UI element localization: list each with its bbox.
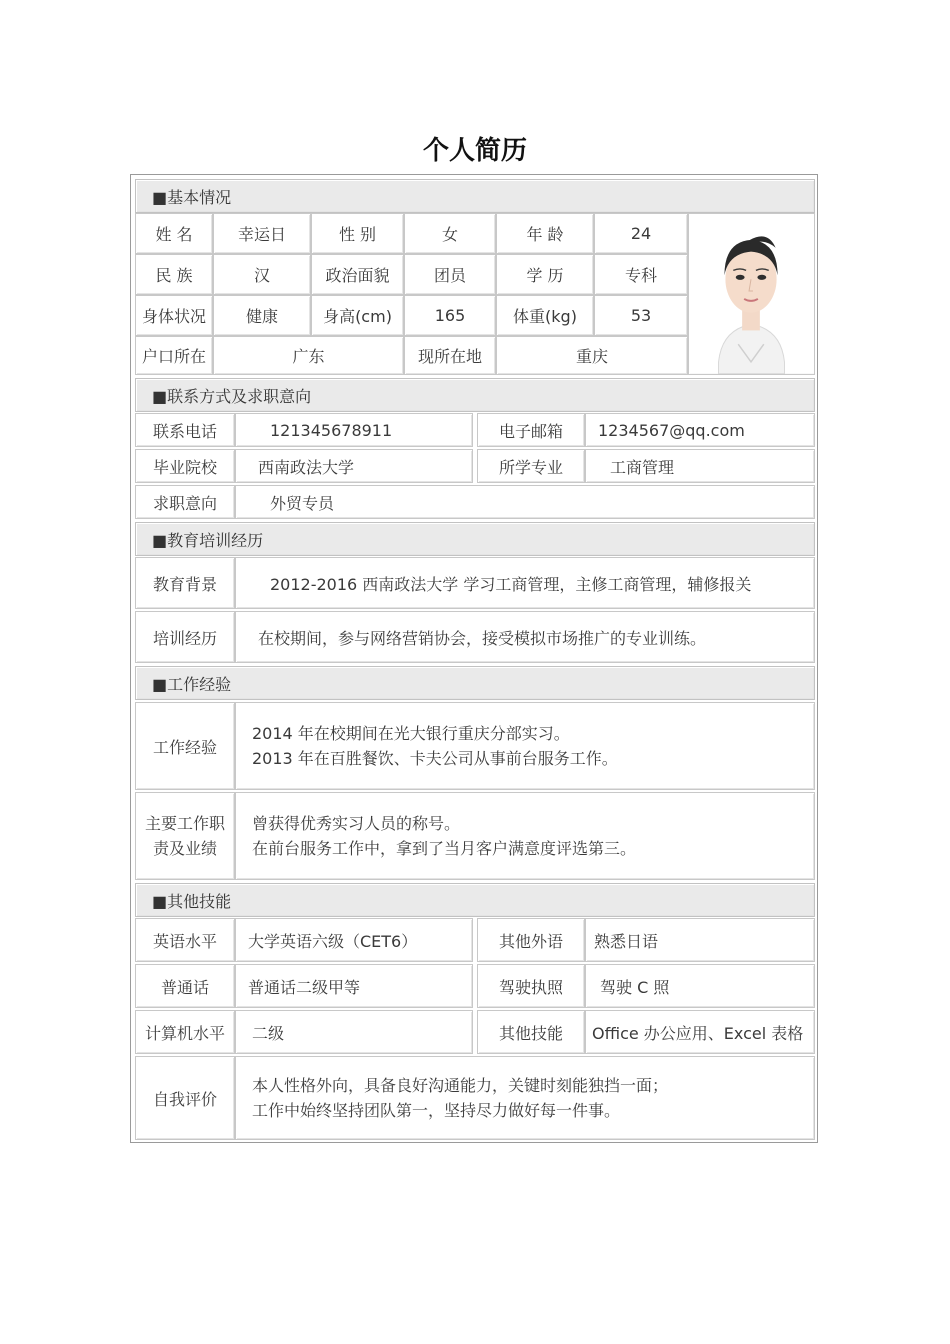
phone-label: 联系电话 [135, 413, 235, 447]
section-skills: ■其他技能 [135, 883, 815, 917]
english-label: 英语水平 [135, 918, 235, 962]
other-language-label: 其他外语 [477, 918, 585, 962]
height-value: 165 [404, 295, 496, 336]
intent-label: 求职意向 [135, 485, 235, 519]
ethnic-value: 汉 [213, 254, 311, 295]
phone-value: 121345678911 [235, 413, 473, 447]
name-value: 幸运日 [213, 213, 311, 254]
self-evaluation-line: 本人性格外向，具备良好沟通能力，关键时刻能独挡一面； [252, 1076, 669, 1095]
duties-value [235, 792, 815, 880]
profile-photo [688, 213, 815, 375]
english-value: 大学英语六级（CET6） [235, 918, 473, 962]
education-value: 2012-2016 西南政法大学 学习工商管理，主修工商管理，辅修报关 [235, 557, 815, 609]
weight-value: 53 [594, 295, 688, 336]
duties-label: 主要工作职责及业绩 [135, 792, 235, 880]
work-experience-line: 2014 年在校期间在光大银行重庆分部实习。 [252, 724, 570, 743]
political-label: 政治面貌 [311, 254, 404, 295]
email-label: 电子邮箱 [477, 413, 585, 447]
education-label: 教育背景 [135, 557, 235, 609]
health-label: 身体状况 [135, 295, 213, 336]
training-label: 培训经历 [135, 611, 235, 663]
license-label: 驾驶执照 [477, 964, 585, 1008]
school-value: 西南政法大学 [235, 449, 473, 483]
other-language-value: 熟悉日语 [585, 918, 815, 962]
email-value: 1234567@qq.com [585, 413, 815, 447]
section-work: ■工作经验 [135, 666, 815, 700]
age-label: 年 龄 [496, 213, 594, 254]
portrait-icon [689, 213, 814, 375]
section-basic-info: ■基本情况 [135, 179, 815, 213]
degree-value: 专科 [594, 254, 688, 295]
computer-value: 二级 [235, 1010, 473, 1054]
name-label: 姓 名 [135, 213, 213, 254]
health-value: 健康 [213, 295, 311, 336]
school-label: 毕业院校 [135, 449, 235, 483]
license-value: 驾驶 C 照 [585, 964, 815, 1008]
work-experience-line: 2013 年在百胜餐饮、卡夫公司从事前台服务工作。 [252, 749, 618, 768]
ethnic-label: 民 族 [135, 254, 213, 295]
weight-label: 体重(kg) [496, 295, 594, 336]
resume-table [130, 174, 818, 1143]
degree-label: 学 历 [496, 254, 594, 295]
self-evaluation-value [235, 1056, 815, 1140]
training-value: 在校期间，参与网络营销协会，接受模拟市场推广的专业训练。 [235, 611, 815, 663]
duties-line: 在前台服务工作中，拿到了当月客户满意度评选第三。 [252, 839, 637, 858]
other-skill-value: Office 办公应用、Excel 表格 [585, 1010, 815, 1054]
computer-label: 计算机水平 [135, 1010, 235, 1054]
hukou-value: 广东 [213, 336, 404, 375]
other-skill-label: 其他技能 [477, 1010, 585, 1054]
hukou-label: 户口所在 [135, 336, 213, 375]
gender-value: 女 [404, 213, 496, 254]
major-value: 工商管理 [585, 449, 815, 483]
residence-value: 重庆 [496, 336, 688, 375]
mandarin-label: 普通话 [135, 964, 235, 1008]
section-contact: ■联系方式及求职意向 [135, 378, 815, 412]
height-label: 身高(cm) [311, 295, 404, 336]
mandarin-value: 普通话二级甲等 [235, 964, 473, 1008]
work-experience-value [235, 702, 815, 790]
self-evaluation-line: 工作中始终坚持团队第一，坚持尽力做好每一件事。 [252, 1101, 621, 1120]
intent-value: 外贸专员 [235, 485, 815, 519]
self-evaluation-label: 自我评价 [135, 1056, 235, 1140]
section-education: ■教育培训经历 [135, 522, 815, 556]
major-label: 所学专业 [477, 449, 585, 483]
resume-title: 个人简历 [422, 136, 527, 166]
residence-label: 现所在地 [404, 336, 496, 375]
duties-line: 曾获得优秀实习人员的称号。 [252, 814, 461, 833]
work-experience-label: 工作经验 [135, 702, 235, 790]
age-value: 24 [594, 213, 688, 254]
political-value: 团员 [404, 254, 496, 295]
gender-label: 性 别 [311, 213, 404, 254]
